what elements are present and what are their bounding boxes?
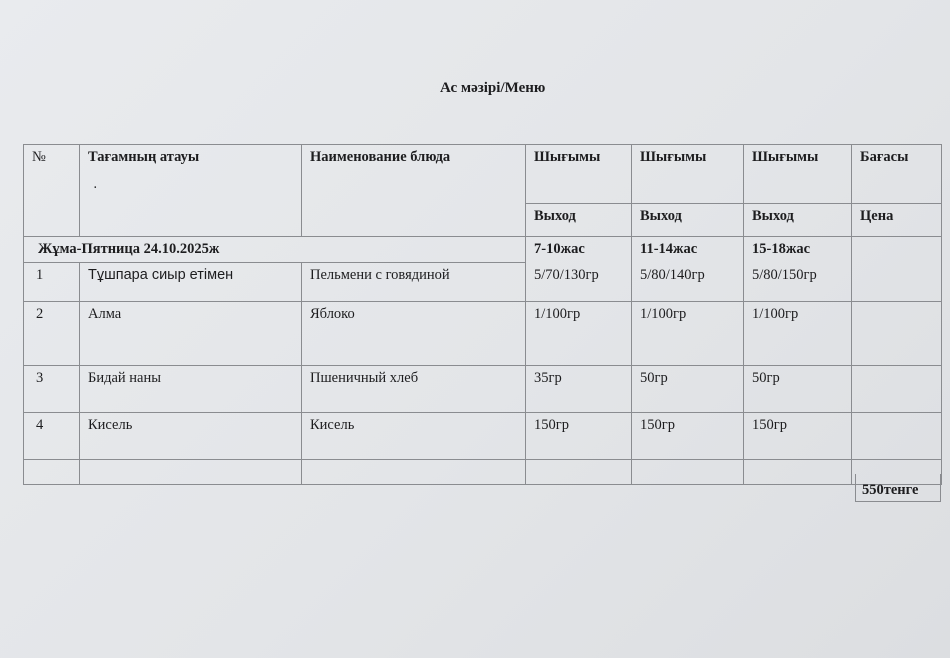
age-group-3: 15-18жас bbox=[744, 237, 852, 263]
row-name-kz: Бидай наны bbox=[80, 366, 302, 413]
row-yield-1: 35гр bbox=[526, 366, 632, 413]
header-yield-ru-2: Выход bbox=[632, 204, 744, 237]
total-price: 550тенге bbox=[855, 474, 941, 502]
empty-cell bbox=[302, 460, 526, 485]
day-row bbox=[24, 237, 942, 263]
age-group-1: 7-10жас bbox=[526, 237, 632, 263]
row-name-ru: Яблоко bbox=[302, 302, 526, 366]
price-cell bbox=[852, 237, 942, 263]
empty-cell bbox=[24, 460, 80, 485]
row-yield-3: 150гр bbox=[744, 413, 852, 460]
menu-table bbox=[23, 144, 942, 485]
header-yield-kz-3: Шығымы bbox=[744, 145, 852, 204]
empty-cell bbox=[80, 460, 302, 485]
row-name-kz: Алма bbox=[80, 302, 302, 366]
header-yield-kz-1: Шығымы bbox=[526, 145, 632, 204]
table-row bbox=[24, 302, 942, 366]
row-price bbox=[852, 263, 942, 302]
empty-cell bbox=[526, 460, 632, 485]
header-price-ru: Цена bbox=[852, 204, 942, 237]
row-yield-2: 5/80/140гр bbox=[632, 263, 744, 302]
row-yield-1: 150гр bbox=[526, 413, 632, 460]
row-yield-3: 50гр bbox=[744, 366, 852, 413]
row-price bbox=[852, 366, 942, 413]
header-yield-kz-2: Шығымы bbox=[632, 145, 744, 204]
row-name-kz: Тұшпара сиыр етімен bbox=[80, 263, 302, 302]
row-name-ru: Пшеничный хлеб bbox=[302, 366, 526, 413]
row-num: 3 bbox=[24, 366, 80, 413]
row-name-ru: Кисель bbox=[302, 413, 526, 460]
empty-cell bbox=[632, 460, 744, 485]
table-row bbox=[24, 413, 942, 460]
row-yield-1: 1/100гр bbox=[526, 302, 632, 366]
header-yield-ru-3: Выход bbox=[744, 204, 852, 237]
header-price-kz: Бағасы bbox=[852, 145, 942, 204]
header-yield-ru-1: Выход bbox=[526, 204, 632, 237]
header-name-ru: Наименование блюда bbox=[302, 145, 526, 237]
header-num: № bbox=[24, 145, 80, 237]
row-price bbox=[852, 302, 942, 366]
row-num: 1 bbox=[24, 263, 80, 302]
day-label: Жұма-Пятница 24.10.2025ж bbox=[24, 237, 526, 263]
row-yield-1: 5/70/130гр bbox=[526, 263, 632, 302]
table-row bbox=[24, 366, 942, 413]
row-num: 2 bbox=[24, 302, 80, 366]
row-yield-2: 150гр bbox=[632, 413, 744, 460]
row-name-ru: Пельмени с говядиной bbox=[302, 263, 526, 302]
row-yield-2: 50гр bbox=[632, 366, 744, 413]
header-name-kz: Тағамның атауы . bbox=[80, 145, 302, 237]
table-row-empty bbox=[24, 460, 942, 485]
empty-cell bbox=[744, 460, 852, 485]
row-yield-2: 1/100гр bbox=[632, 302, 744, 366]
header-row-kz bbox=[24, 145, 942, 204]
row-num: 4 bbox=[24, 413, 80, 460]
row-name-kz: Кисель bbox=[80, 413, 302, 460]
document-title: Ас мәзірі/Меню bbox=[440, 80, 546, 96]
row-yield-3: 5/80/150гр bbox=[744, 263, 852, 302]
table-row bbox=[24, 263, 942, 302]
row-price bbox=[852, 413, 942, 460]
row-yield-3: 1/100гр bbox=[744, 302, 852, 366]
age-group-2: 11-14жас bbox=[632, 237, 744, 263]
